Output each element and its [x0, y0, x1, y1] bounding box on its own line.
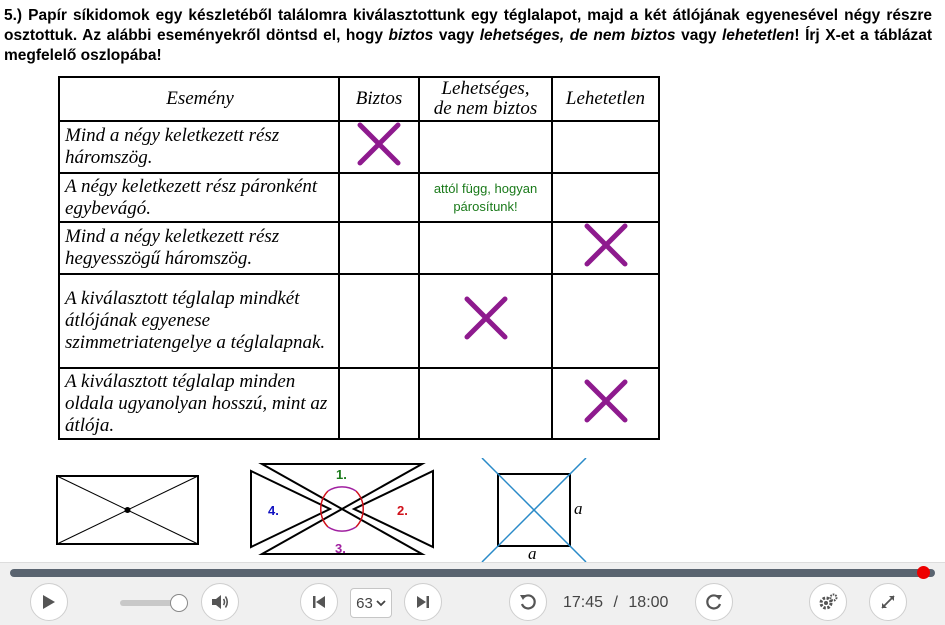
header-event: Esemény — [59, 77, 339, 121]
question-part: vagy — [433, 27, 480, 44]
question-part: ! Írj X-et a táblázat megfelelő oszlopába! — [4, 27, 932, 64]
question-text — [4, 6, 932, 66]
x-mark-icon — [584, 379, 628, 423]
cell-biztos — [339, 173, 419, 222]
volume-knob[interactable] — [170, 594, 188, 612]
cell-lehetseges — [419, 121, 552, 173]
cell-lehetetlen — [552, 274, 659, 368]
cell-biztos — [339, 368, 419, 439]
play-icon — [42, 594, 56, 610]
part-label-4: 4. — [268, 503, 279, 518]
event-cell: Mind a négy keletkezett rész háromszög. — [59, 121, 339, 173]
cell-lehetseges — [419, 222, 552, 274]
handwritten-note: attól függ, hogyan párosítunk! — [433, 180, 538, 214]
header-lehetetlen: Lehetetlen — [552, 77, 659, 121]
rewind-button[interactable] — [509, 583, 547, 621]
side-label-bottom: a — [528, 544, 537, 562]
cell-biztos — [339, 222, 419, 274]
progress-bar[interactable] — [10, 569, 935, 577]
cell-lehetetlen — [552, 222, 659, 274]
settings-button[interactable] — [809, 583, 847, 621]
speed-value: 63 — [356, 594, 373, 612]
cell-lehetetlen — [552, 173, 659, 222]
header-line: Lehetséges, — [441, 78, 530, 99]
side-label-right: a — [574, 499, 583, 518]
table-row — [59, 274, 659, 368]
play-button[interactable] — [30, 583, 68, 621]
question-number: 5.) — [4, 7, 23, 24]
table-row — [59, 222, 659, 274]
event-cell: Mind a négy keletkezett rész hegyesszögű háromszög. — [59, 222, 339, 274]
cell-lehetseges — [419, 368, 552, 439]
cell-lehetetlen — [552, 121, 659, 173]
part-label-2: 2. — [397, 503, 408, 518]
progress-handle[interactable] — [917, 566, 930, 579]
header-lehetseges — [419, 77, 552, 121]
cell-lehetseges — [419, 274, 552, 368]
event-table — [58, 76, 660, 440]
previous-button[interactable] — [300, 583, 338, 621]
table-row — [59, 368, 659, 439]
total-time: 18:00 — [628, 594, 669, 611]
skip-back-icon — [312, 595, 326, 609]
cell-lehetseges — [419, 173, 552, 222]
rewind-icon — [519, 593, 537, 611]
word-biztos: biztos — [388, 27, 434, 44]
event-cell: A kiválasztott téglalap mindkét átlójának egyenese szimmetriatengelye a téglalapnak. — [59, 274, 339, 368]
table-row — [59, 121, 659, 173]
time-separator: / — [613, 594, 618, 611]
expand-icon — [880, 594, 896, 610]
square-diagonals-figure — [480, 458, 590, 562]
cell-biztos — [339, 274, 419, 368]
part-label-1: 1. — [336, 467, 347, 482]
table-row — [59, 173, 659, 222]
next-button[interactable] — [404, 583, 442, 621]
volume-slider[interactable] — [120, 600, 180, 606]
event-cell: A négy keletkezett rész páronként egybevágó. — [59, 173, 339, 222]
event-cell: A kiválasztott téglalap minden oldala ugyanolyan hosszú, mint az átlója. — [59, 368, 339, 439]
x-mark-icon — [464, 296, 508, 340]
header-biztos: Biztos — [339, 77, 419, 121]
split-rectangle-figure — [248, 461, 436, 557]
volume-button[interactable] — [201, 583, 239, 621]
question-part: Papír síkidomok egy készletéből találomra kiválasztottunk egy téglalapot, majd a két átlójának egyenesével négy részre osztottuk. Az alábbi eseményekről döntsd el, hogy — [4, 7, 932, 44]
skip-forward-icon — [416, 595, 430, 609]
cell-biztos — [339, 121, 419, 173]
speaker-icon — [210, 593, 230, 611]
player-controls — [0, 562, 945, 625]
header-line: de nem biztos — [433, 98, 538, 119]
x-mark-icon — [357, 122, 401, 166]
cell-lehetetlen — [552, 368, 659, 439]
fullscreen-button[interactable] — [869, 583, 907, 621]
forward-button[interactable] — [695, 583, 733, 621]
question-part: vagy — [675, 27, 722, 44]
word-lehetseges: lehetséges, de nem biztos — [479, 27, 676, 44]
part-label-3: 3. — [335, 541, 346, 556]
chevron-down-icon — [376, 600, 386, 607]
current-time: 17:45 — [563, 594, 604, 611]
x-mark-icon — [584, 223, 628, 267]
speed-select[interactable] — [350, 588, 392, 618]
word-lehetetlen: lehetetlen — [722, 27, 795, 44]
forward-icon — [705, 593, 723, 611]
time-display — [563, 594, 668, 612]
rectangle-diagonals-figure — [55, 474, 201, 548]
gear-icon — [818, 593, 838, 611]
